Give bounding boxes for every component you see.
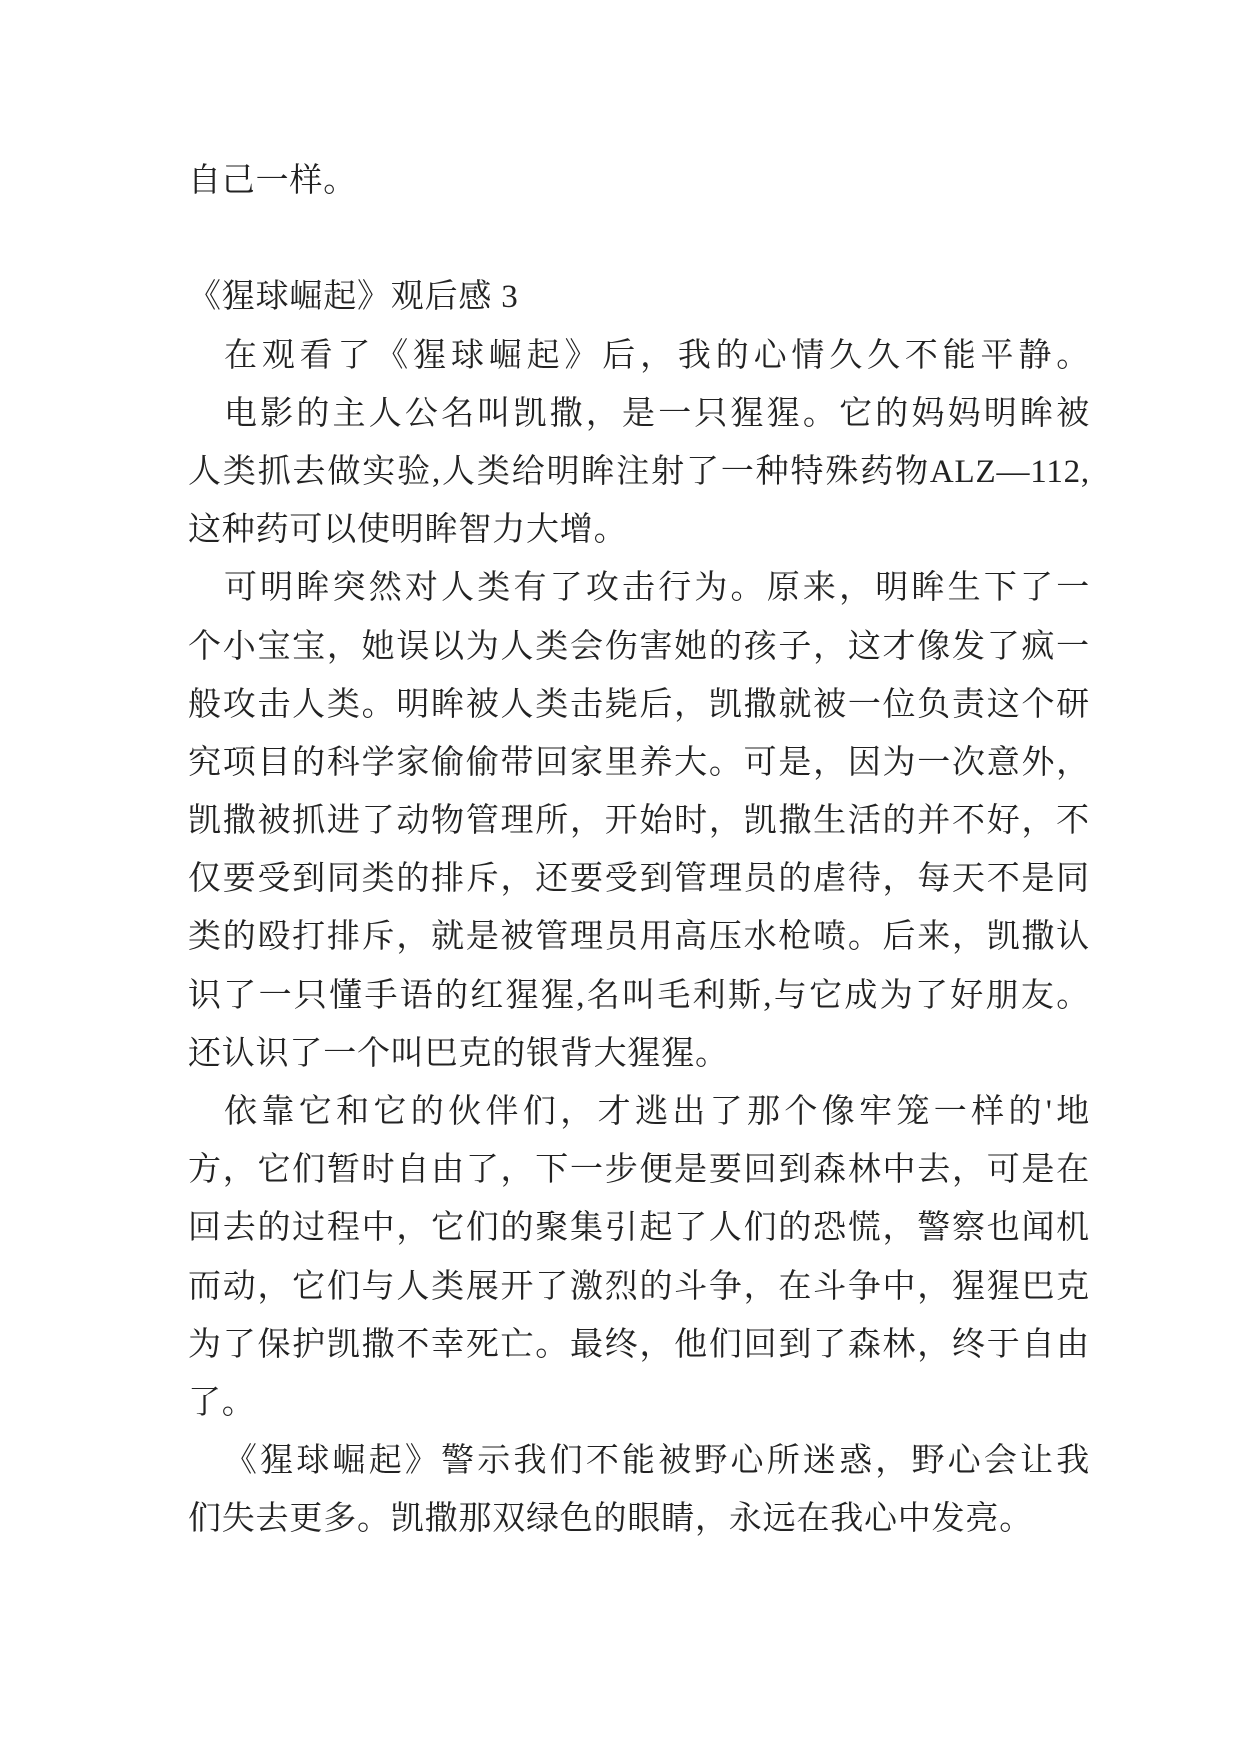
text-line: 而动，它们与人类展开了激烈的斗争，在斗争中，猩猩巴克 — [188, 1268, 1090, 1305]
text-line: 个小宝宝，她误以为人类会伤害她的孩子，这才像发了疯一 — [188, 628, 1090, 665]
text-line: 类的殴打排斥，就是被管理员用高压水枪喷。后来，凯撒认 — [188, 919, 1090, 956]
text-line: 般攻击人类。明眸被人类击毙后，凯撒就被一位负责这个研 — [188, 686, 1090, 723]
text-line: 了。 — [188, 1384, 256, 1421]
text-line: 这种药可以使明眸智力大增。 — [188, 512, 628, 549]
section-heading: 《猩球崛起》观后感 3 — [188, 279, 519, 316]
essay-text-block — [188, 152, 1090, 1549]
text-line: 们失去更多。凯撒那双绿色的眼睛，永远在我心中发亮。 — [188, 1501, 1033, 1538]
text-line: 为了保护凯撒不幸死亡。最终，他们回到了森林，终于自由 — [188, 1326, 1090, 1363]
text-line: 《猩球崛起》警示我们不能被野心所迷惑，野心会让我 — [224, 1443, 1090, 1480]
blank-line — [188, 210, 1090, 268]
text-line: 人类抓去做实验,人类给明眸注射了一种特殊药物ALZ—112, — [188, 453, 1090, 490]
text-line: 自己一样。 — [188, 163, 357, 199]
text-line: 可明眸突然对人类有了攻击行为。原来，明眸生下了一 — [224, 570, 1090, 607]
text-line: 在观看了《猩球崛起》后，我的心情久久不能平静。 — [224, 337, 1090, 374]
text-line: 凯撒被抓进了动物管理所，开始时，凯撒生活的并不好，不 — [188, 803, 1090, 840]
text-line: 还认识了一个叫巴克的银背大猩猩。 — [188, 1035, 729, 1072]
text-line: 回去的过程中，它们的聚集引起了人们的恐慌，警察也闻机 — [188, 1210, 1090, 1247]
text-line: 仅要受到同类的排斥，还要受到管理员的虐待，每天不是同 — [188, 861, 1090, 898]
text-line: 依靠它和它的伙伴们，才逃出了那个像牢笼一样的'地 — [224, 1094, 1090, 1130]
text-line: 识了一只懂手语的红猩猩,名叫毛利斯,与它成为了好朋友。 — [188, 977, 1090, 1014]
text-line: 方，它们暂时自由了，下一步便是要回到森林中去，可是在 — [188, 1152, 1090, 1189]
text-line: 究项目的科学家偷偷带回家里养大。可是，因为一次意外， — [188, 744, 1090, 781]
text-line: 电影的主人公名叫凯撒，是一只猩猩。它的妈妈明眸被 — [224, 395, 1090, 432]
